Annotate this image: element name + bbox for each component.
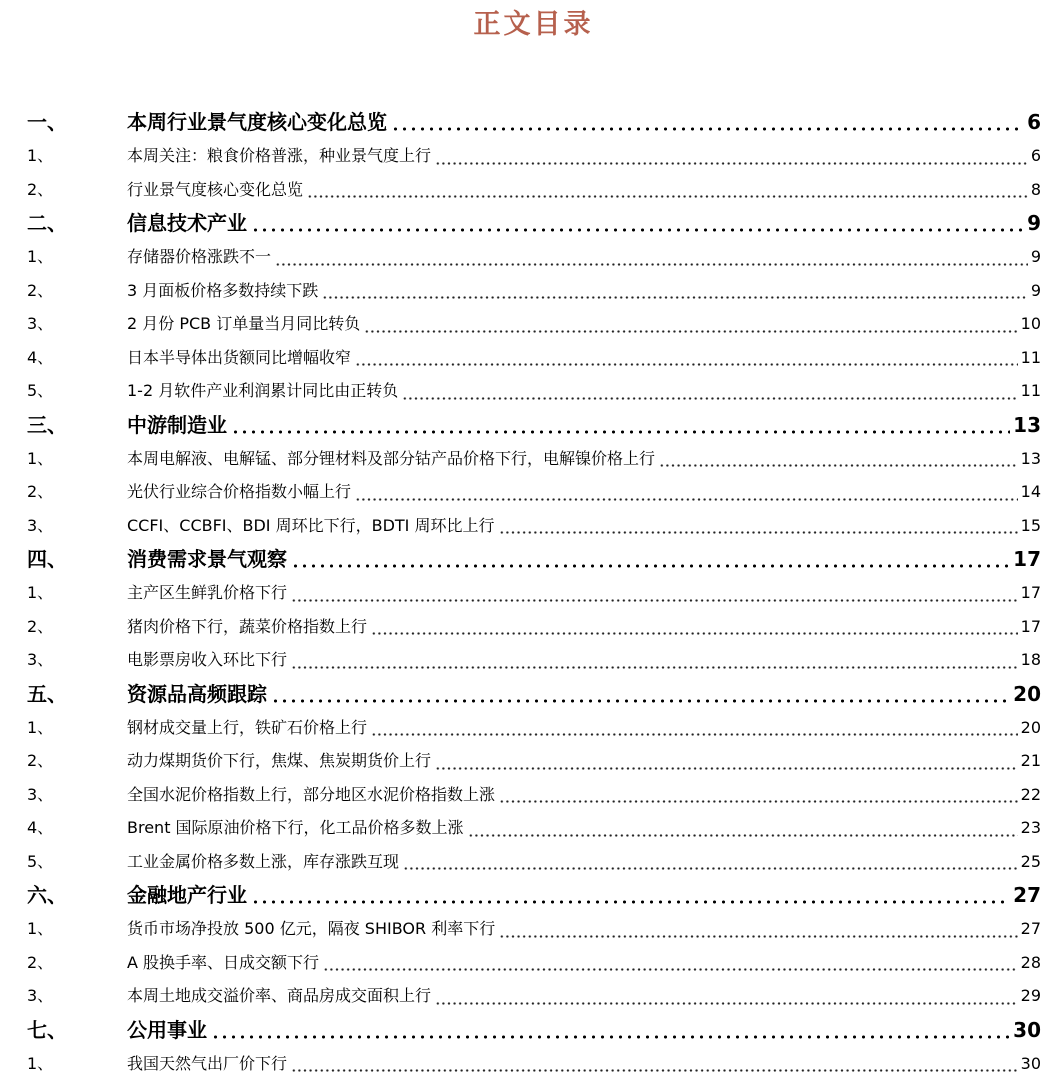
toc-entry-title: 货币市场净投放 500 亿元，隔夜 SHIBOR 利率下行 — [127, 912, 495, 946]
toc-page-number: 20 — [1013, 677, 1041, 711]
toc-page-number: 6 — [1031, 139, 1041, 173]
dot-leader — [371, 610, 1018, 637]
toc-entry-number: 1、 — [27, 442, 127, 476]
dot-leader — [291, 576, 1018, 603]
toc-page-number: 11 — [1021, 374, 1041, 408]
toc-entry-number: 2、 — [27, 946, 127, 980]
toc-entry-number: 2、 — [27, 610, 127, 644]
toc-entry-title: 动力煤期货价下行，焦煤、焦炭期货价上行 — [127, 744, 431, 778]
toc-subsection-entry[interactable] — [27, 1047, 1041, 1080]
toc-subsection-entry[interactable] — [27, 946, 1041, 980]
toc-entry-number: 六、 — [27, 878, 127, 912]
toc-entry-title: 公用事业 — [127, 1013, 207, 1047]
toc-entry-number: 1、 — [27, 139, 127, 173]
toc-entry-title: 本周土地成交溢价率、商品房成交面积上行 — [127, 979, 431, 1013]
toc-entry-title: 1-2 月软件产业利润累计同比由正转负 — [127, 374, 398, 408]
toc-subsection-entry[interactable] — [27, 744, 1041, 778]
dot-leader — [323, 946, 1018, 973]
toc-entry-title: 2 月份 PCB 订单量当月同比转负 — [127, 307, 360, 341]
toc-page-number: 17 — [1021, 576, 1041, 610]
toc-entry-title: 存储器价格涨跌不一 — [127, 240, 271, 274]
toc-entry-title: 信息技术产业 — [127, 206, 247, 240]
dot-leader — [402, 374, 1017, 401]
toc-page-number: 25 — [1021, 845, 1041, 879]
toc-entry-number: 四、 — [27, 542, 127, 576]
toc-entry-title: 日本半导体出货额同比增幅收窄 — [127, 341, 351, 375]
toc-entry-number: 二、 — [27, 206, 127, 240]
dot-leader — [251, 206, 1024, 233]
toc-page-number: 30 — [1021, 1047, 1041, 1080]
toc-entry-title: 电影票房收入环比下行 — [127, 643, 287, 677]
dot-leader — [271, 677, 1010, 704]
toc-entry-number: 5、 — [27, 374, 127, 408]
toc-page-number: 27 — [1021, 912, 1041, 946]
dot-leader — [291, 643, 1018, 670]
toc-subsection-entry[interactable] — [27, 576, 1041, 610]
toc-subsection-entry[interactable] — [27, 643, 1041, 677]
toc-entry-title: 本周行业景气度核心变化总览 — [127, 105, 387, 139]
toc-section-entry[interactable] — [27, 677, 1041, 711]
toc-entry-number: 3、 — [27, 509, 127, 543]
toc-page-number: 23 — [1021, 811, 1041, 845]
toc-subsection-entry[interactable] — [27, 610, 1041, 644]
toc-entry-number: 4、 — [27, 341, 127, 375]
toc-entry-title: 工业金属价格多数上涨，库存涨跌互现 — [127, 845, 399, 879]
toc-entry-number: 5、 — [27, 845, 127, 879]
table-of-contents — [27, 105, 1041, 1080]
dot-leader — [307, 173, 1028, 200]
dot-leader — [211, 1013, 1010, 1040]
toc-entry-number: 七、 — [27, 1013, 127, 1047]
toc-section-entry[interactable] — [27, 105, 1041, 139]
toc-entry-number: 五、 — [27, 677, 127, 711]
toc-page-number: 9 — [1031, 240, 1041, 274]
dot-leader — [391, 105, 1024, 132]
toc-page-number: 22 — [1021, 778, 1041, 812]
toc-subsection-entry[interactable] — [27, 778, 1041, 812]
toc-entry-title: 本周关注：粮食价格普涨，种业景气度上行 — [127, 139, 431, 173]
toc-page-number: 13 — [1013, 408, 1041, 442]
toc-subsection-entry[interactable] — [27, 711, 1041, 745]
toc-page-number: 6 — [1027, 105, 1041, 139]
toc-entry-number: 1、 — [27, 711, 127, 745]
toc-page-number: 29 — [1021, 979, 1041, 1013]
toc-entry-number: 2、 — [27, 475, 127, 509]
toc-entry-title: 本周电解液、电解锰、部分锂材料及部分钴产品价格下行，电解镍价格上行 — [127, 442, 655, 476]
toc-page-number: 13 — [1021, 442, 1041, 476]
dot-leader — [364, 307, 1017, 334]
dot-leader — [355, 341, 1018, 368]
toc-subsection-entry[interactable] — [27, 307, 1041, 341]
toc-page-number: 17 — [1021, 610, 1041, 644]
dot-leader — [231, 408, 1010, 435]
toc-subsection-entry[interactable] — [27, 442, 1041, 476]
dot-leader — [275, 240, 1028, 267]
toc-entry-title: 光伏行业综合价格指数小幅上行 — [127, 475, 351, 509]
toc-subsection-entry[interactable] — [27, 173, 1041, 207]
toc-page-number: 14 — [1021, 475, 1041, 509]
toc-section-entry[interactable] — [27, 206, 1041, 240]
toc-subsection-entry[interactable] — [27, 341, 1041, 375]
toc-entry-title: 钢材成交量上行，铁矿石价格上行 — [127, 711, 367, 745]
toc-entry-number: 2、 — [27, 274, 127, 308]
toc-entry-title: 金融地产行业 — [127, 878, 247, 912]
toc-entry-number: 1、 — [27, 576, 127, 610]
toc-entry-title: 行业景气度核心变化总览 — [127, 173, 303, 207]
dot-leader — [499, 912, 1017, 939]
toc-entry-title: 3 月面板价格多数持续下跌 — [127, 274, 318, 308]
dot-leader — [322, 274, 1028, 301]
toc-entry-number: 2、 — [27, 744, 127, 778]
page-title: 正文目录 — [0, 2, 1055, 41]
toc-subsection-entry[interactable] — [27, 374, 1041, 408]
dot-leader — [251, 878, 1010, 905]
dot-leader — [435, 979, 1018, 1006]
toc-subsection-entry[interactable] — [27, 139, 1041, 173]
toc-entry-title: A 股换手率、日成交额下行 — [127, 946, 319, 980]
toc-entry-number: 1、 — [27, 240, 127, 274]
toc-page-number: 28 — [1021, 946, 1041, 980]
toc-entry-number: 1、 — [27, 912, 127, 946]
dot-leader — [355, 475, 1018, 502]
toc-subsection-entry[interactable] — [27, 240, 1041, 274]
dot-leader — [435, 744, 1018, 771]
toc-page-number: 9 — [1031, 274, 1041, 308]
toc-subsection-entry[interactable] — [27, 811, 1041, 845]
toc-entry-number: 3、 — [27, 979, 127, 1013]
toc-entry-number: 三、 — [27, 408, 127, 442]
toc-section-entry[interactable] — [27, 878, 1041, 912]
toc-page-number: 10 — [1021, 307, 1041, 341]
toc-subsection-entry[interactable] — [27, 979, 1041, 1013]
toc-entry-number: 3、 — [27, 643, 127, 677]
toc-page-number: 17 — [1013, 542, 1041, 576]
dot-leader — [435, 139, 1028, 166]
toc-entry-title: 猪肉价格下行，蔬菜价格指数上行 — [127, 610, 367, 644]
toc-page-number: 15 — [1021, 509, 1041, 543]
dot-leader — [371, 711, 1018, 738]
toc-entry-number: 2、 — [27, 173, 127, 207]
toc-entry-number: 4、 — [27, 811, 127, 845]
toc-subsection-entry[interactable] — [27, 509, 1041, 543]
toc-entry-title: CCFI、CCBFI、BDI 周环比下行，BDTI 周环比上行 — [127, 509, 495, 543]
toc-section-entry[interactable] — [27, 408, 1041, 442]
toc-page-number: 27 — [1013, 878, 1041, 912]
toc-entry-title: 我国天然气出厂价下行 — [127, 1047, 287, 1080]
dot-leader — [291, 542, 1010, 569]
toc-page-number: 9 — [1027, 206, 1041, 240]
dot-leader — [499, 778, 1018, 805]
toc-page-number: 20 — [1021, 711, 1041, 745]
toc-subsection-entry[interactable] — [27, 475, 1041, 509]
toc-section-entry[interactable] — [27, 542, 1041, 576]
dot-leader — [403, 845, 1018, 872]
toc-entry-title: 消费需求景气观察 — [127, 542, 287, 576]
toc-entry-number: 1、 — [27, 1047, 127, 1080]
toc-entry-title: Brent 国际原油价格下行，化工品价格多数上涨 — [127, 811, 464, 845]
toc-entry-title: 中游制造业 — [127, 408, 227, 442]
toc-entry-title: 主产区生鲜乳价格下行 — [127, 576, 287, 610]
toc-page-number: 21 — [1021, 744, 1041, 778]
dot-leader — [499, 509, 1018, 536]
toc-page-number: 18 — [1021, 643, 1041, 677]
toc-subsection-entry[interactable] — [27, 274, 1041, 308]
dot-leader — [291, 1047, 1018, 1074]
dot-leader — [659, 442, 1018, 469]
toc-page-number: 30 — [1013, 1013, 1041, 1047]
dot-leader — [468, 811, 1018, 838]
toc-entry-number: 一、 — [27, 105, 127, 139]
toc-entry-title: 全国水泥价格指数上行，部分地区水泥价格指数上涨 — [127, 778, 495, 812]
toc-section-entry[interactable] — [27, 1013, 1041, 1047]
toc-page-number: 11 — [1021, 341, 1041, 375]
toc-entry-number: 3、 — [27, 307, 127, 341]
toc-entry-number: 3、 — [27, 778, 127, 812]
toc-page-number: 8 — [1031, 173, 1041, 207]
toc-subsection-entry[interactable] — [27, 912, 1041, 946]
toc-subsection-entry[interactable] — [27, 845, 1041, 879]
toc-entry-title: 资源品高频跟踪 — [127, 677, 267, 711]
